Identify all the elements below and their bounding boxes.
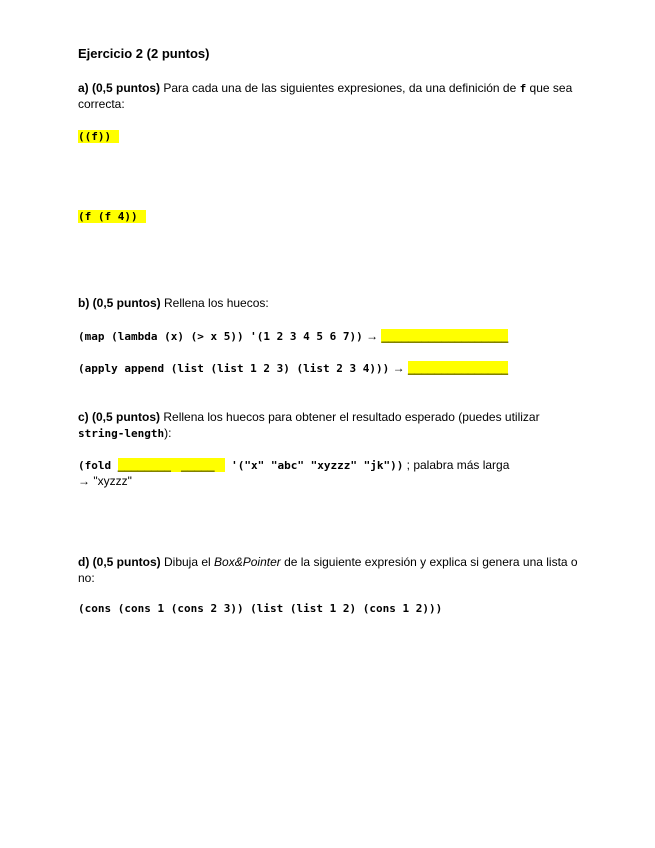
section-b-text: Rellena los huecos: bbox=[160, 296, 269, 310]
section-a-expression-2: (f (f 4)) bbox=[78, 210, 146, 223]
section-c-blank-1[interactable]: ________ bbox=[117, 458, 172, 472]
section-c-statement-line2 bbox=[78, 425, 171, 442]
section-d-statement bbox=[78, 554, 578, 570]
section-c-expected-result: → "xyzzz" bbox=[78, 474, 132, 488]
section-a-code-f: f bbox=[519, 82, 527, 95]
section-a-text-line2: correcta: bbox=[78, 97, 125, 111]
section-d-text: Dibuja el bbox=[160, 555, 215, 569]
section-a-statement bbox=[78, 80, 572, 97]
section-c-statement bbox=[78, 409, 540, 425]
section-d-label: d) (0,5 puntos) bbox=[78, 555, 161, 569]
section-d-text-cont: de la siguiente expresión y explica si genera una lista o bbox=[280, 555, 578, 569]
section-a-label: a) (0,5 puntos) bbox=[78, 81, 161, 95]
section-c-fold-line bbox=[78, 458, 509, 472]
section-c-label: c) (0,5 puntos) bbox=[78, 410, 161, 424]
section-b-label: b) (0,5 puntos) bbox=[78, 296, 161, 310]
exercise-title: Ejercicio 2 (2 puntos) bbox=[78, 46, 210, 61]
section-a-text-end: que sea bbox=[526, 81, 573, 95]
section-c-text: Rellena los huecos para obtener el resultado esperado (puedes utilizar bbox=[160, 410, 540, 424]
section-c-comment: ; palabra más larga bbox=[403, 458, 510, 472]
section-b-apply-expression: (apply append (list (list 1 2 3) (list 2 3 4))) bbox=[78, 362, 390, 375]
section-c-blank-2[interactable]: _____ bbox=[171, 458, 224, 472]
section-a-text: Para cada una de las siguientes expresiones, da una definición de bbox=[160, 81, 520, 95]
section-d-box-pointer: Box&Pointer bbox=[214, 555, 281, 569]
section-b-blank-1[interactable]: ___________________ bbox=[381, 329, 509, 343]
section-b-arrow-2: → bbox=[389, 361, 408, 375]
section-b-statement bbox=[78, 295, 269, 311]
section-b-map-expression: (map (lambda (x) (> x 5)) '(1 2 3 4 5 6 7)) bbox=[78, 330, 363, 343]
section-d-cons-expression: (cons (cons 1 (cons 2 3)) (list (list 1 2) (cons 1 2))) bbox=[78, 602, 443, 615]
section-c-code-string-length: string-length bbox=[78, 427, 165, 440]
section-a-expression-1: ((f)) bbox=[78, 130, 119, 143]
section-b-line-2 bbox=[78, 361, 508, 375]
section-c-fold-start: (fold bbox=[78, 459, 118, 472]
section-c-fold-list: '("x" "abc" "xyzzz" "jk")) bbox=[224, 459, 404, 472]
section-b-line-1 bbox=[78, 329, 508, 343]
section-b-blank-2[interactable]: _______________ bbox=[407, 361, 509, 375]
section-c-text-end: ): bbox=[164, 426, 172, 440]
section-d-statement-line2: no: bbox=[78, 571, 95, 585]
section-b-arrow-1: → bbox=[362, 329, 382, 343]
